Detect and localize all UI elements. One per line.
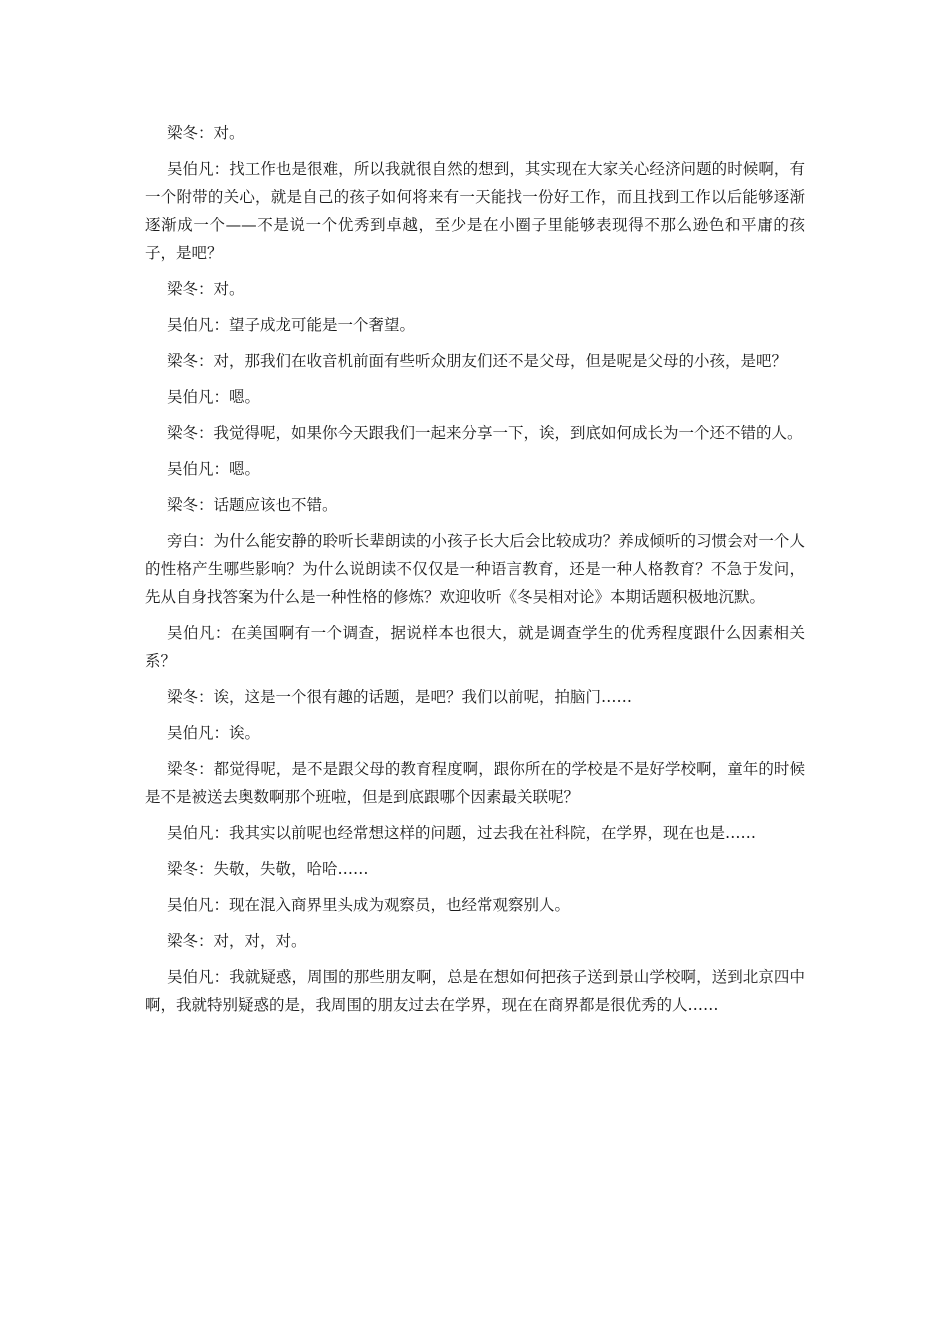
paragraph: 吴伯凡：嗯。 xyxy=(167,388,261,406)
paragraph: 梁冬：诶，这是一个很有趣的话题，是吧？我们以前呢，拍脑门…… xyxy=(167,688,633,706)
paragraph: 梁冬：对。 xyxy=(167,124,245,142)
paragraph: 梁冬：对，对，对。 xyxy=(167,932,307,950)
paragraph: 梁冬：我觉得呢，如果你今天跟我们一起来分享一下，诶，到底如何成长为一个还不错的人。 xyxy=(167,424,803,442)
paragraph: 吴伯凡：现在混入商界里头成为观察员，也经常观察别人。 xyxy=(167,896,571,914)
document-body xyxy=(145,119,805,1027)
paragraph: 吴伯凡：找工作也是很难，所以我就很自然的想到，其实现在大家关心经济问题的时候啊，有一个附带的关心，就是自己的孩子如何将来有一天能找一份好工作，而且找到工作以后能够逐渐逐渐成一个——不是说一个优秀到卓越，至少是在小圈子里能够表现得不那么逊色和平庸的孩子，是吧？ xyxy=(145,160,805,262)
paragraph: 吴伯凡：嗯。 xyxy=(167,460,261,478)
paragraph: 梁冬：话题应该也不错。 xyxy=(167,496,338,514)
paragraph: 吴伯凡：望子成龙可能是一个奢望。 xyxy=(167,316,416,334)
paragraph: 吴伯凡：我就疑惑，周围的那些朋友啊，总是在想如何把孩子送到景山学校啊，送到北京四中啊，我就特别疑惑的是，我周围的朋友过去在学界，现在在商界都是很优秀的人…… xyxy=(145,968,805,1014)
paragraph: 梁冬：都觉得呢，是不是跟父母的教育程度啊，跟你所在的学校是不是好学校啊，童年的时候是不是被送去奥数啊那个班啦，但是到底跟哪个因素最关联呢？ xyxy=(145,760,805,806)
paragraph: 旁白：为什么能安静的聆听长辈朗读的小孩子长大后会比较成功？养成倾听的习惯会对一个人的性格产生哪些影响？为什么说朗读不仅仅是一种语言教育，还是一种人格教育？不急于发问，先从自身找答案为什么是一种性格的修炼？欢迎收听《冬吴相对论》本期话题积极地沉默。 xyxy=(145,532,805,606)
paragraph: 梁冬：失敬，失敬，哈哈…… xyxy=(167,860,369,878)
paragraph: 梁冬：对。 xyxy=(167,280,245,298)
paragraph: 吴伯凡：我其实以前呢也经常想这样的问题，过去我在社科院，在学界，现在也是…… xyxy=(167,824,757,842)
paragraph: 吴伯凡：诶。 xyxy=(167,724,261,742)
paragraph: 梁冬：对，那我们在收音机前面有些听众朋友们还不是父母，但是呢是父母的小孩，是吧？ xyxy=(167,352,788,370)
paragraph: 吴伯凡：在美国啊有一个调查，据说样本也很大，就是调查学生的优秀程度跟什么因素相关系？ xyxy=(145,624,805,670)
